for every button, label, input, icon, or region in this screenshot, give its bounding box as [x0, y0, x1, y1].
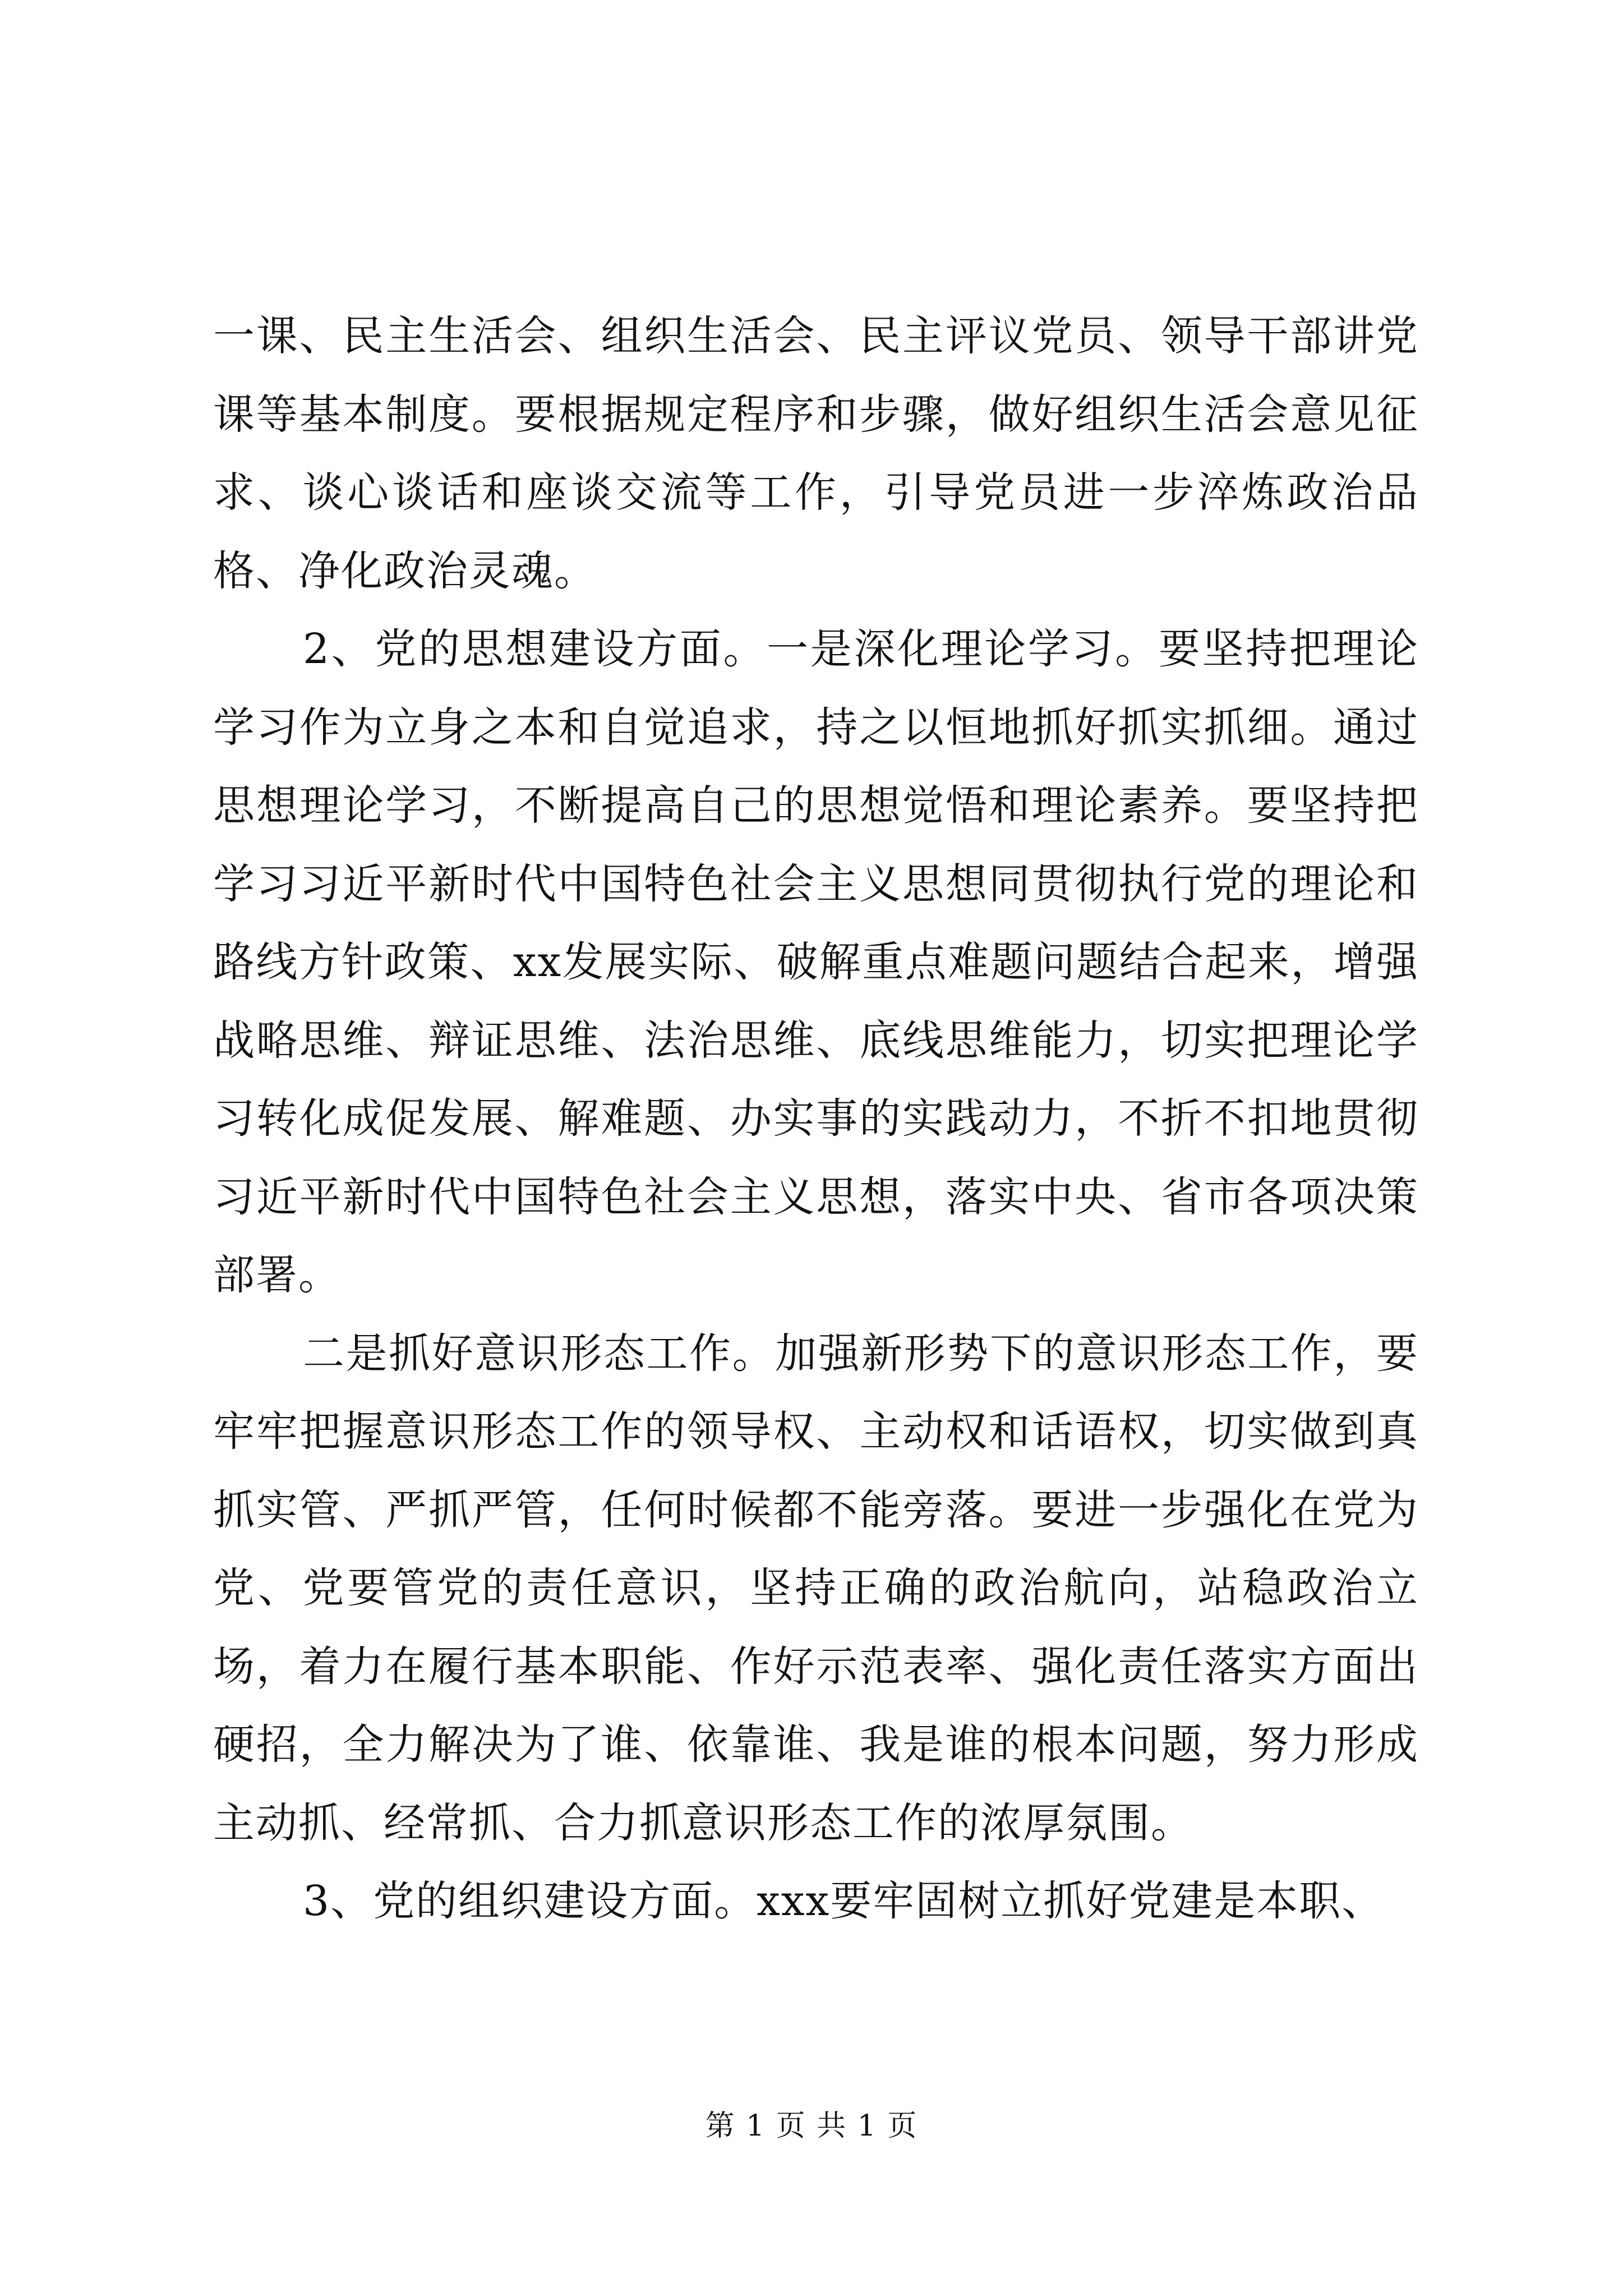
document-body [213, 297, 1419, 1941]
paragraph-4: 3、党的组织建设方面。xxx要牢固树立抓好党建是本职、 [303, 1877, 1385, 1925]
paragraph-1: 一课、民主生活会、组织生活会、民主评议党员、领导干部讲党课等基本制度。要根据规定程序和步骤，做好组织生活会意见征求、谈心谈话和座谈交流等工作，引导党员进一步淬炼政治品格、净化政治灵魂。 [213, 312, 1419, 595]
paragraph-2: 2、党的思想建设方面。一是深化理论学习。要坚持把理论学习作为立身之本和自觉追求，持之以恒地抓好抓实抓细。通过思想理论学习，不断提高自己的思想觉悟和理论素养。要坚持把学习习近平新时代中国特色社会主义思想同贯彻执行党的理论和路线方针政策、xx发展实际、破解重点难题问题结合起来，增强战略思维、辩证思维、法治思维、底线思维能力，切实把理论学习转化成促发展、解难题、办实事的实践动力，不折不扣地贯彻习近平新时代中国特色社会主义思想，落实中央、省市各项决策部署。 [213, 625, 1419, 1299]
page-footer: 第 1 页 共 1 页 [705, 2109, 918, 2143]
paragraph-3: 二是抓好意识形态工作。加强新形势下的意识形态工作，要牢牢把握意识形态工作的领导权、主动权和话语权，切实做到真抓实管、严抓严管，任何时候都不能旁落。要进一步强化在党为党、党要管党的责任意识，坚持正确的政治航向，站稳政治立场，着力在履行基本职能、作好示范表率、强化责任落实方面出硬招，全力解决为了谁、依靠谁、我是谁的根本问题，努力形成主动抓、经常抓、合力抓意识形态工作的浓厚氛围。 [213, 1329, 1419, 1847]
